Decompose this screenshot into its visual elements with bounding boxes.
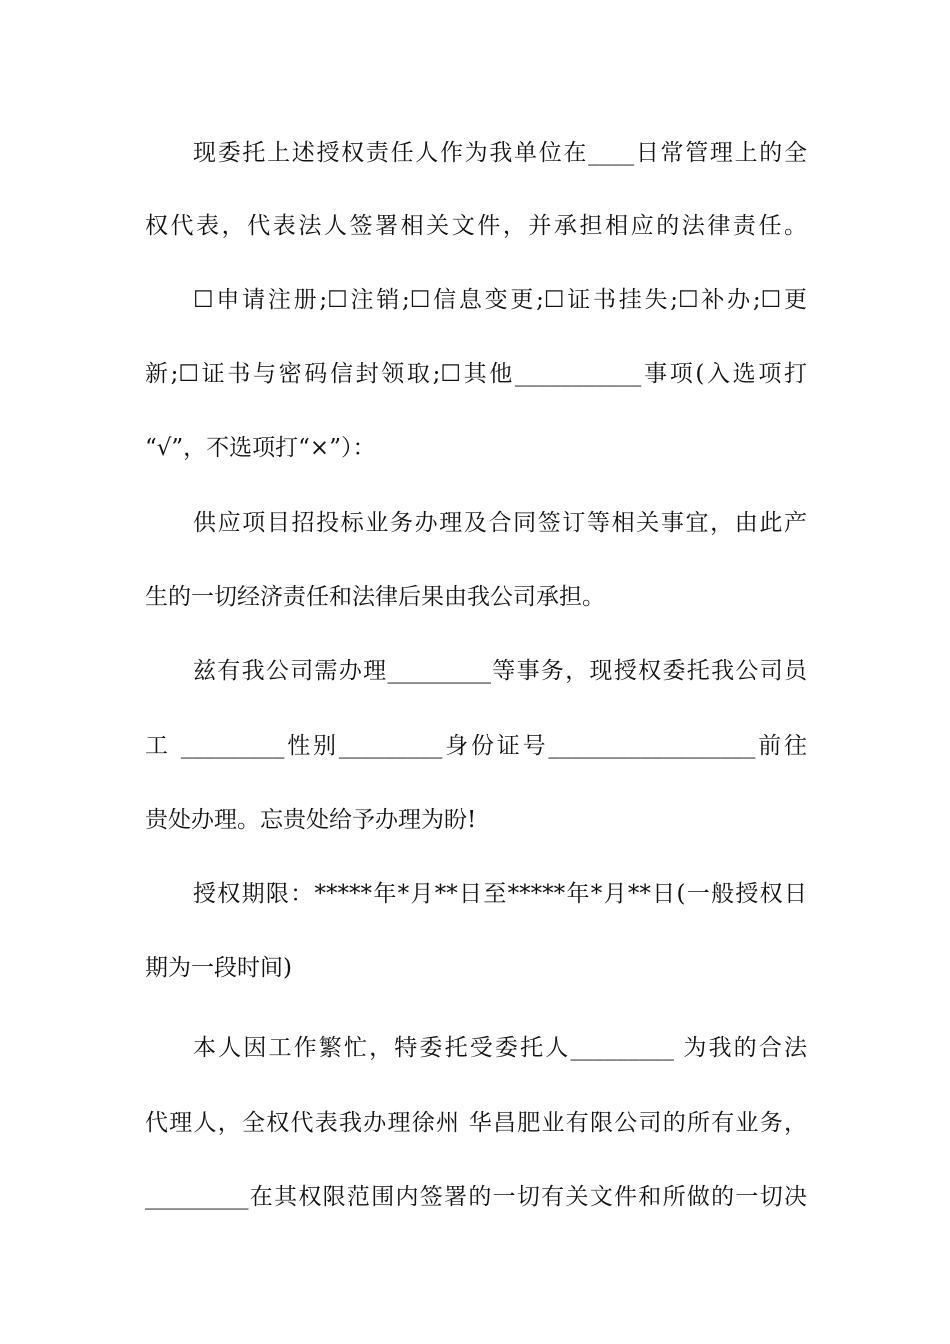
paragraph-line-9: 工 _________性别_________身份证号__________________前往 — [145, 733, 807, 759]
paragraph-line-14: 代理人，全权代表我办理徐州 华昌肥业有限公司的所有业务， — [145, 1110, 807, 1136]
paragraph-line-3: ☐申请注册;☐注销;☐信息变更;☐证书挂失;☐补办;☐更 — [193, 287, 807, 313]
paragraph-line-15: _________在其权限范围内签署的一切有关文件和所做的一切决 — [145, 1184, 807, 1210]
paragraph-line-4: 新;☐证书与密码信封领取;☐其他___________事项(入选项打 — [145, 361, 807, 387]
paragraph-line-1: 现委托上述授权责任人作为我单位在____日常管理上的全 — [193, 140, 807, 166]
paragraph-line-7: 生的一切经济责任和法律后果由我公司承担。 — [145, 584, 605, 610]
paragraph-line-11: 授权期限：*****年*月**日至*****年*月**日(一般授权日 — [193, 881, 807, 907]
paragraph-line-10: 贵处办理。忘贵处给予办理为盼! — [145, 807, 477, 833]
paragraph-line-5: “√”，不选项打“×”）： — [145, 435, 376, 461]
paragraph-line-2: 权代表，代表法人签署相关文件，并承担相应的法律责任。 — [145, 213, 807, 239]
paragraph-line-12: 期为一段时间) — [145, 955, 292, 981]
paragraph-line-13: 本人因工作繁忙，特委托受委托人_________ 为我的合法 — [193, 1035, 807, 1061]
paragraph-line-6: 供应项目招投标业务办理及合同签订等相关事宜，由此产 — [193, 510, 807, 536]
paragraph-line-8: 兹有我公司需办理_________等事务，现授权委托我公司员 — [193, 658, 807, 684]
